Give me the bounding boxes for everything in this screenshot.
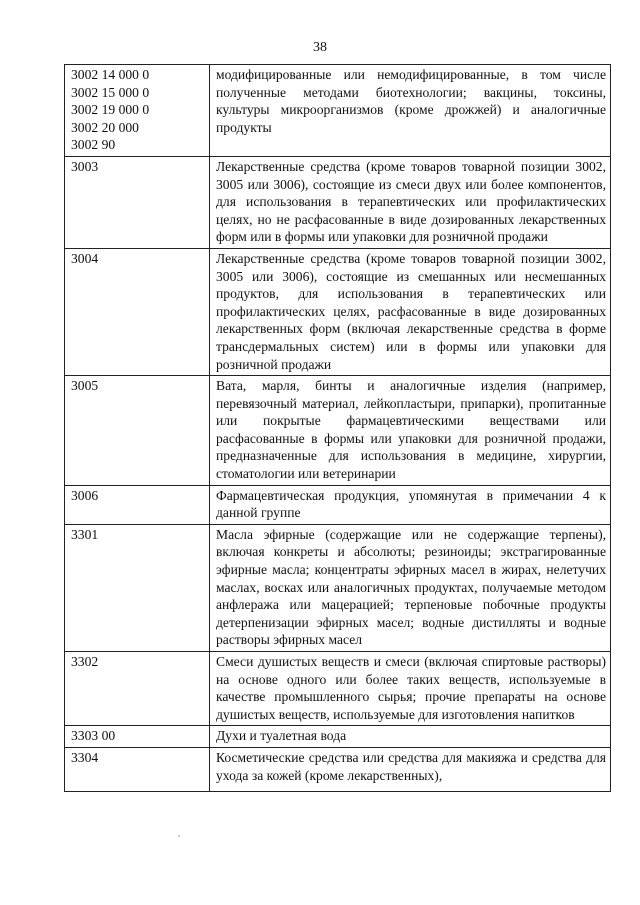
code-cell: 3005 (65, 376, 210, 486)
code-cell: 3302 (65, 652, 210, 726)
description-cell: Вата, марля, бинты и аналогичные изделия (например, перевязочный материал, лейкопластыри, припарки), пропитанные или покрытые фармацевтическими веществами или расфасованные в формы или упаковки для розничной продажи, предназначенные для использования в медицине, хирургии, стоматологии или ветеринарии (210, 376, 611, 486)
code-cell: 3006 (65, 485, 210, 524)
code-cell: 3303 00 (65, 726, 210, 748)
description-cell: Косметические средства или средства для макияжа и средства для ухода за кожей (кроме лекарственных), (210, 747, 611, 791)
code-cell: 3004 (65, 248, 210, 375)
table-row (65, 156, 611, 248)
code-cell: 3304 (65, 747, 210, 791)
table-row (65, 485, 611, 524)
description-cell: Лекарственные средства (кроме товаров товарной позиции 3002, 3005 или 3006), состоящие из смешанных или несмешанных продуктов, для использования в терапевтических или профилактических целях, расфасованные в виде дозированных лекарственных форм (включая лекарственные средства в форме трансдермальных систем) или в формы или упаковки для розничной продажи (210, 248, 611, 375)
description-cell: Фармацевтическая продукция, упомянутая в примечании 4 к данной группе (210, 485, 611, 524)
table-row (65, 652, 611, 726)
code-cell: 3301 (65, 524, 210, 651)
table-row (65, 376, 611, 486)
scan-speck (178, 835, 180, 837)
description-cell: модифицированные или немодифицированные, в том числе полученные методами биотехнологии; вакцины, токсины, культуры микроорганизмов (кроме дрожжей) и аналогичные продукты (210, 65, 611, 157)
table-row (65, 248, 611, 375)
table-row (65, 524, 611, 651)
tariff-code-table (64, 64, 611, 792)
table-row (65, 747, 611, 791)
description-cell: Лекарственные средства (кроме товаров товарной позиции 3002, 3005 или 3006), состоящие из смеси двух или более компонентов, для использования в терапевтических или профилактических целях, но не расфасованные в виде дозированных лекарственных форм или в формы или упаковки для розничной продажи (210, 156, 611, 248)
code-cell: 3002 14 000 0 3002 15 000 0 3002 19 000 0 3002 20 000 3002 90 (65, 65, 210, 157)
table-row (65, 726, 611, 748)
description-cell: Масла эфирные (содержащие или не содержащие терпены), включая конкреты и абсолюты; резиноиды; экстрагированные эфирные масла; концентраты эфирных масел в жирах, нелетучих маслах, восках или аналогичных продуктах, получаемые методом анфлеража или мацерацией; терпеновые побочные продукты детерпенизации эфирных масел; водные дистилляты и водные растворы эфирных масел (210, 524, 611, 651)
page-number: 38 (313, 40, 327, 55)
description-cell: Смеси душистых веществ и смеси (включая спиртовые растворы) на основе одного или более таких веществ, используемые в качестве промышленного сырья; прочие препараты на основе душистых веществ, используемые для изготовления напитков (210, 652, 611, 726)
table-row (65, 65, 611, 157)
description-cell: Духи и туалетная вода (210, 726, 611, 748)
code-cell: 3003 (65, 156, 210, 248)
